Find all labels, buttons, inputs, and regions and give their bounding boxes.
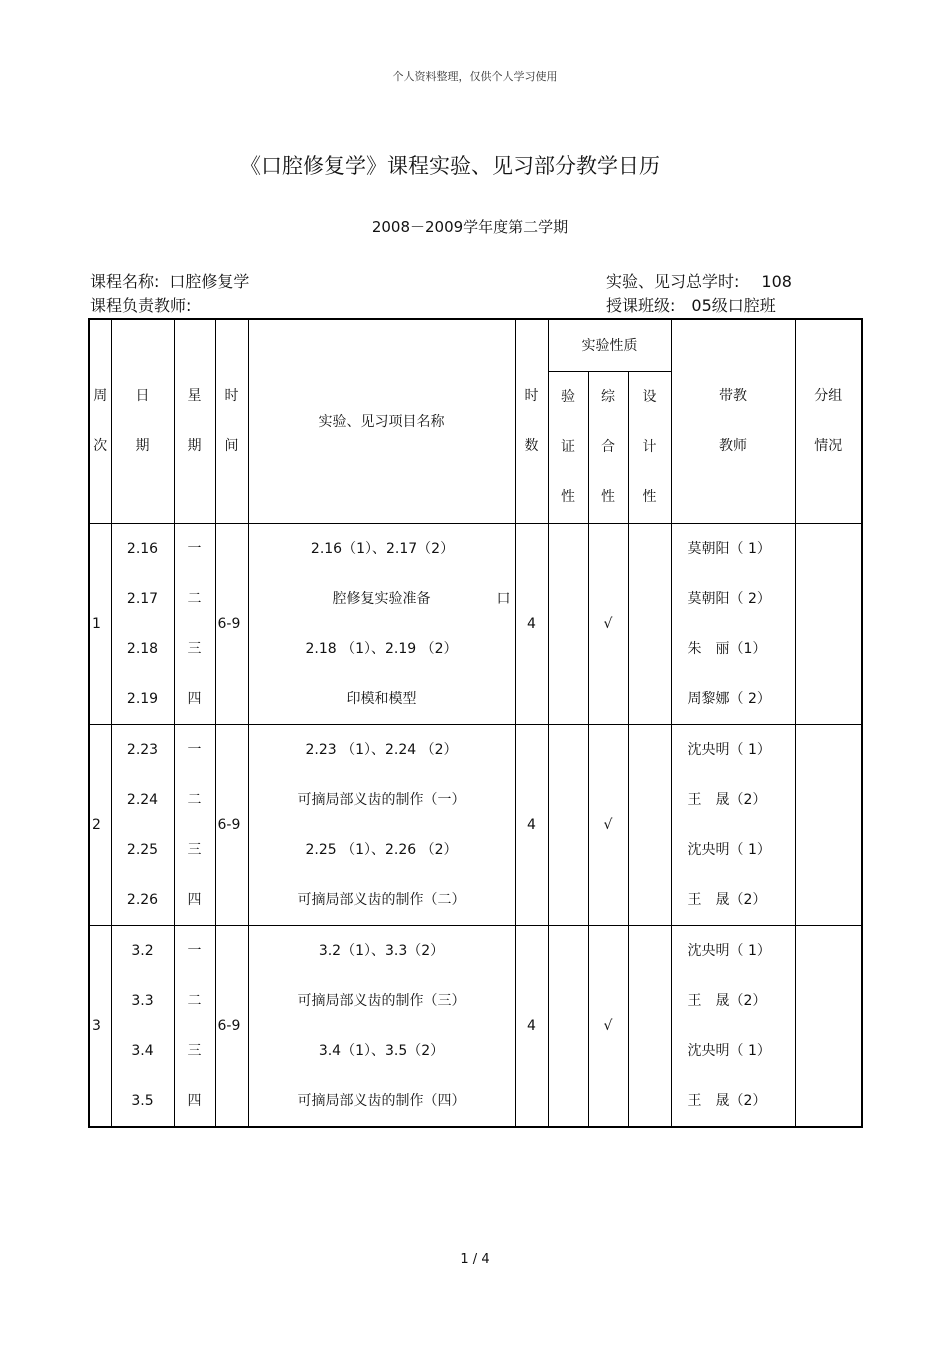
project-cell: 2.16（1）、2.17（2） 口 腔修复实验准备 2.18 （1）、2.19 （2） 印模和模型 (248, 523, 515, 724)
time-cell: 6-9 (215, 523, 248, 724)
header-time: 时 间 (215, 319, 248, 523)
design-cell (628, 925, 671, 1127)
hours-cell: 4 (515, 925, 548, 1127)
project-cell: 3.2（1）、3.3（2） 可摘局部义齿的制作（三） 3.4（1）、3.5（2） 可摘局部义齿的制作（四） (248, 925, 515, 1127)
header-nature: 实验性质 (548, 319, 671, 371)
group-cell (795, 523, 862, 724)
dates-cell: 3.2 3.3 3.4 3.5 (111, 925, 174, 1127)
weekdays-cell: 一 二 三 四 (174, 523, 215, 724)
group-cell (795, 925, 862, 1127)
document-title: 《口腔修复学》课程实验、见习部分教学日历 (240, 154, 660, 178)
total-hours-label: 实验、见习总学时: (606, 272, 740, 291)
dates-cell: 2.23 2.24 2.25 2.26 (111, 724, 174, 925)
header-weekday: 星 期 (174, 319, 215, 523)
header-teacher: 带教 教师 (671, 319, 795, 523)
verify-cell (548, 724, 588, 925)
schedule-table (88, 318, 863, 1128)
total-hours-field (606, 269, 792, 292)
class-field (606, 293, 776, 316)
header-group: 分组 情况 (795, 319, 862, 523)
comprehensive-cell: √ (588, 925, 628, 1127)
project-cell: 2.23 （1）、2.24 （2） 可摘局部义齿的制作（一） 2.25 （1）、2.26 （2） 可摘局部义齿的制作（二） (248, 724, 515, 925)
teachers-cell: 莫朝阳（ 1） 莫朝阳（ 2） 朱 丽（1） 周黎娜（ 2） (671, 523, 795, 724)
course-name-value: 口腔修复学 (169, 272, 250, 291)
course-teacher-label: 课程负责教师: (90, 296, 192, 315)
verify-cell (548, 925, 588, 1127)
header-design: 设 计 性 (628, 371, 671, 523)
header-project: 实验、见习项目名称 (248, 319, 515, 523)
week-cell: 3 (89, 925, 111, 1127)
header-week: 周 次 (89, 319, 111, 523)
week-cell: 1 (89, 523, 111, 724)
weekdays-cell: 一 二 三 四 (174, 724, 215, 925)
hours-cell: 4 (515, 724, 548, 925)
time-cell: 6-9 (215, 724, 248, 925)
teachers-cell: 沈央明（ 1） 王 晟（2） 沈央明（ 1） 王 晟（2） (671, 925, 795, 1127)
page-number: 1 / 4 (460, 1252, 490, 1267)
document-subtitle: 2008－2009学年度第二学期 (371, 218, 569, 236)
table-row (89, 925, 862, 1127)
verify-cell (548, 523, 588, 724)
design-cell (628, 523, 671, 724)
comprehensive-cell: √ (588, 523, 628, 724)
week-cell: 2 (89, 724, 111, 925)
time-cell: 6-9 (215, 925, 248, 1127)
comprehensive-cell: √ (588, 724, 628, 925)
class-label: 授课班级: (606, 296, 676, 315)
total-hours-value: 108 (761, 272, 792, 291)
header-comprehensive: 综 合 性 (588, 371, 628, 523)
course-teacher-field (90, 293, 201, 316)
dates-cell: 2.16 2.17 2.18 2.19 (111, 523, 174, 724)
header-verify: 验 证 性 (548, 371, 588, 523)
teachers-cell: 沈央明（ 1） 王 晟（2） 沈央明（ 1） 王 晟（2） (671, 724, 795, 925)
group-cell (795, 724, 862, 925)
design-cell (628, 724, 671, 925)
hours-cell: 4 (515, 523, 548, 724)
weekdays-cell: 一 二 三 四 (174, 925, 215, 1127)
table-row (89, 724, 862, 925)
class-value: 05级口腔班 (691, 296, 776, 315)
header-date: 日 期 (111, 319, 174, 523)
course-name-field (90, 269, 249, 292)
table-row (89, 523, 862, 724)
course-name-label: 课程名称: (90, 272, 160, 291)
header-hours: 时 数 (515, 319, 548, 523)
watermark-text: 个人资料整理，仅供个人学习使用 (392, 70, 558, 83)
